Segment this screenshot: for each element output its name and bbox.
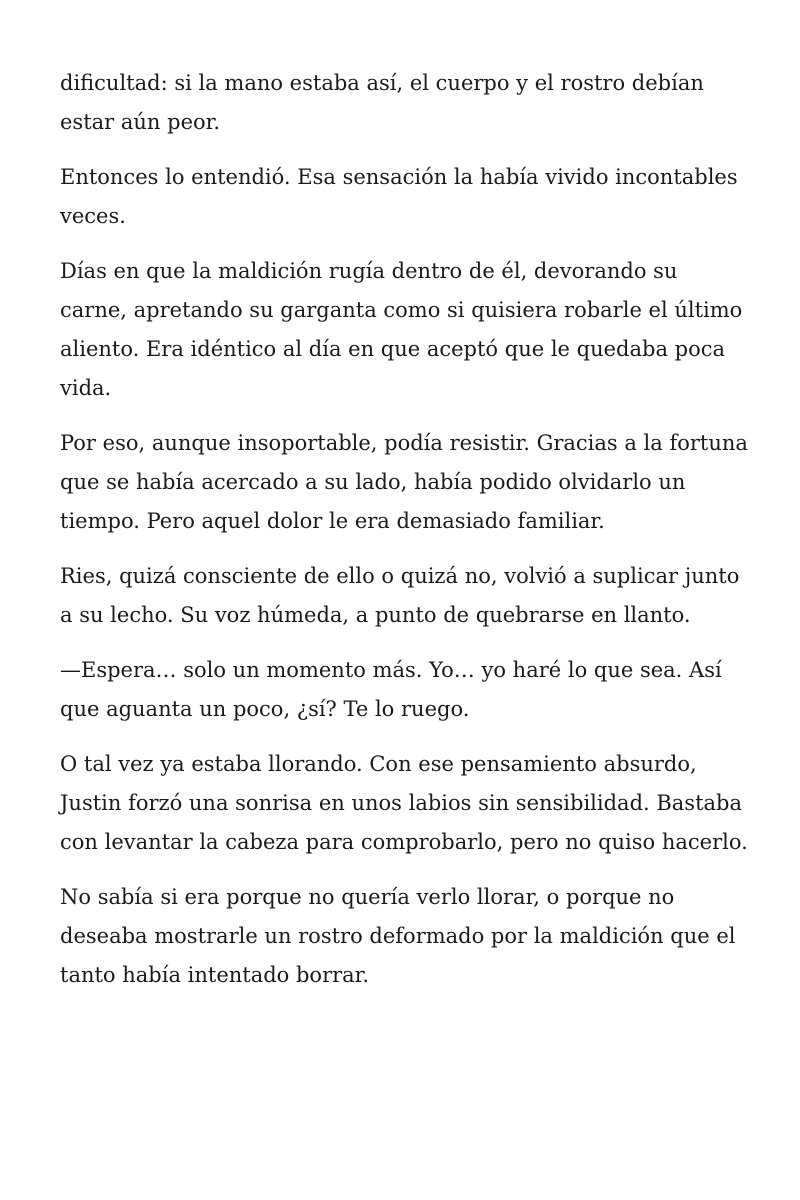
paragraph-6: —Espera… solo un momento más. Yo… yo haré lo que sea. Así que aguanta un poco, ¿sí? Te lo ruego. — [60, 658, 722, 721]
paragraph-8: No sabía si era porque no quería verlo llorar, o porque no deseaba mostrarle un rostro deformado por la maldición que el tanto había intentado borrar. — [60, 885, 736, 987]
paragraph-7: O tal vez ya estaba llorando. Con ese pensamiento absurdo, Justin forzó una sonrisa en unos labios sin sensibilidad. Bastaba con levantar la cabeza para comprobarlo, pero no quiso hacerlo. — [60, 752, 748, 854]
paragraph-1: dificultad: si la mano estaba así, el cuerpo y el rostro debían estar aún peor. — [60, 71, 704, 134]
paragraph-5: Ries, quizá consciente de ello o quizá no, volvió a suplicar junto a su lecho. Su voz húmeda, a punto de quebrarse en llanto. — [60, 564, 740, 627]
paragraph-2: Entonces lo entendió. Esa sensación la había vivido incontables veces. — [60, 165, 738, 228]
paragraph-4: Por eso, aunque insoportable, podía resistir. Gracias a la fortuna que se había acercado a su lado, había podido olvidarlo un tiempo. Pero aquel dolor le era demasiado familiar. — [60, 431, 748, 533]
paragraph-3: Días en que la maldición rugía dentro de él, devorando su carne, apretando su garganta como si quisiera robarle el último aliento. Era idéntico al día en que aceptó que le quedaba poca vida. — [60, 259, 743, 400]
document-page — [60, 64, 750, 1011]
